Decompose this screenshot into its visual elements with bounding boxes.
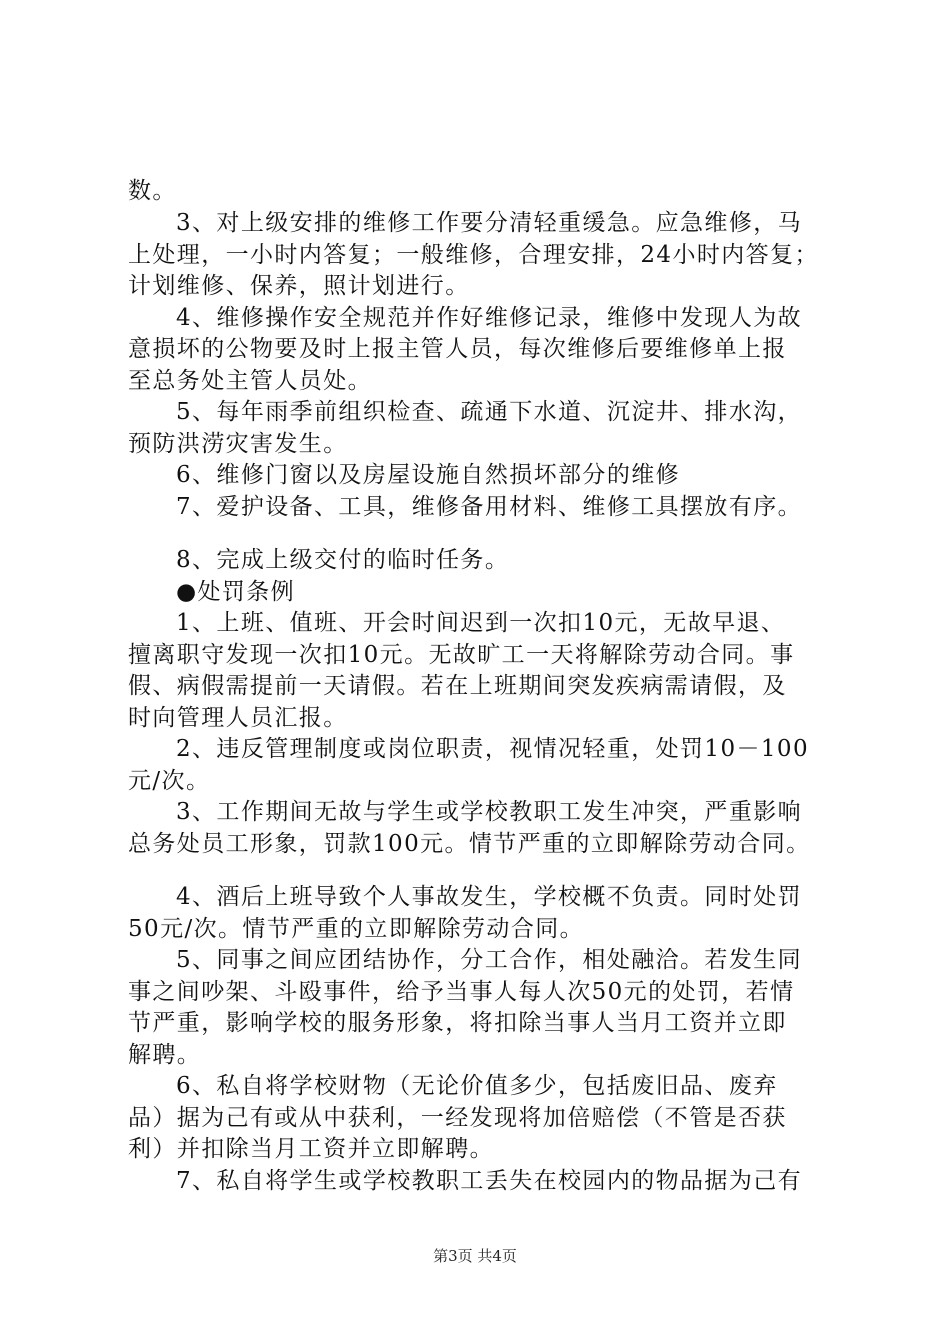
text-line: 擅离职守发现一次扣10元。无故旷工一天将解除劳动合同。事 [128,642,795,668]
text-line: 8、完成上级交付的临时任务。 [176,547,510,573]
text-line: 3、对上级安排的维修工作要分清轻重缓急。应急维修，马 [176,210,803,236]
text-line: 5、每年雨季前组织检查、疏通下水道、沉淀井、排水沟， [176,399,803,425]
text-line: 4、酒后上班导致个人事故发生，学校概不负责。同时处罚 [176,884,803,910]
text-line: 预防洪涝灾害发生。 [128,431,348,457]
text-line: 6、私自将学校财物（无论价值多少，包括废旧品、废弃 [176,1073,778,1099]
text-line: 假、病假需提前一天请假。若在上班期间突发疾病需请假，及 [128,673,787,699]
section-heading: ●处罚条例 [176,579,296,605]
text-line: 计划维修、保养，照计划进行。 [128,273,470,299]
text-line: 7、私自将学生或学校教职工丢失在校园内的物品据为己有 [176,1168,803,1194]
text-line: 6、维修门窗以及房屋设施自然损坏部分的维修 [176,462,681,488]
text-line: 5、同事之间应团结协作，分工合作，相处融洽。若发生同 [176,947,803,973]
text-line: 解聘。 [128,1042,202,1068]
text-line: 50元/次。情节严重的立即解除劳动合同。 [128,916,585,942]
text-line: 至总务处主管人员处。 [128,368,372,394]
text-line: 时向管理人员汇报。 [128,705,348,731]
text-line: 4、维修操作安全规范并作好维修记录，维修中发现人为故 [176,305,803,331]
text-line: 数。 [128,178,177,204]
text-line: 上处理，一小时内答复；一般维修，合理安排，24小时内答复； [128,242,819,268]
text-line: 3、工作期间无故与学生或学校教职工发生冲突，严重影响 [176,799,803,825]
text-line: 利）并扣除当月工资并立即解聘。 [128,1136,494,1162]
text-line: 元/次。 [128,768,211,794]
page-footer: 第3页 共4页 [433,1247,517,1265]
text-line: 事之间吵架、斗殴事件，给予当事人每人次50元的处罚，若情 [128,979,795,1005]
text-line: 意损坏的公物要及时上报主管人员，每次维修后要维修单上报 [128,336,787,362]
text-line: 2、违反管理制度或岗位职责，视情况轻重，处罚10－100 [176,736,809,762]
text-line: 1、上班、值班、开会时间迟到一次扣10元，无故早退、 [176,610,786,636]
text-line: 总务处员工形象，罚款100元。情节严重的立即解除劳动合同。 [128,831,811,857]
text-line: 7、爱护设备、工具，维修备用材料、维修工具摆放有序。 [176,494,803,520]
text-line: 节严重，影响学校的服务形象，将扣除当事人当月工资并立即 [128,1010,787,1036]
text-line: 品）据为己有或从中获利，一经发现将加倍赔偿（不管是否获 [128,1105,787,1131]
